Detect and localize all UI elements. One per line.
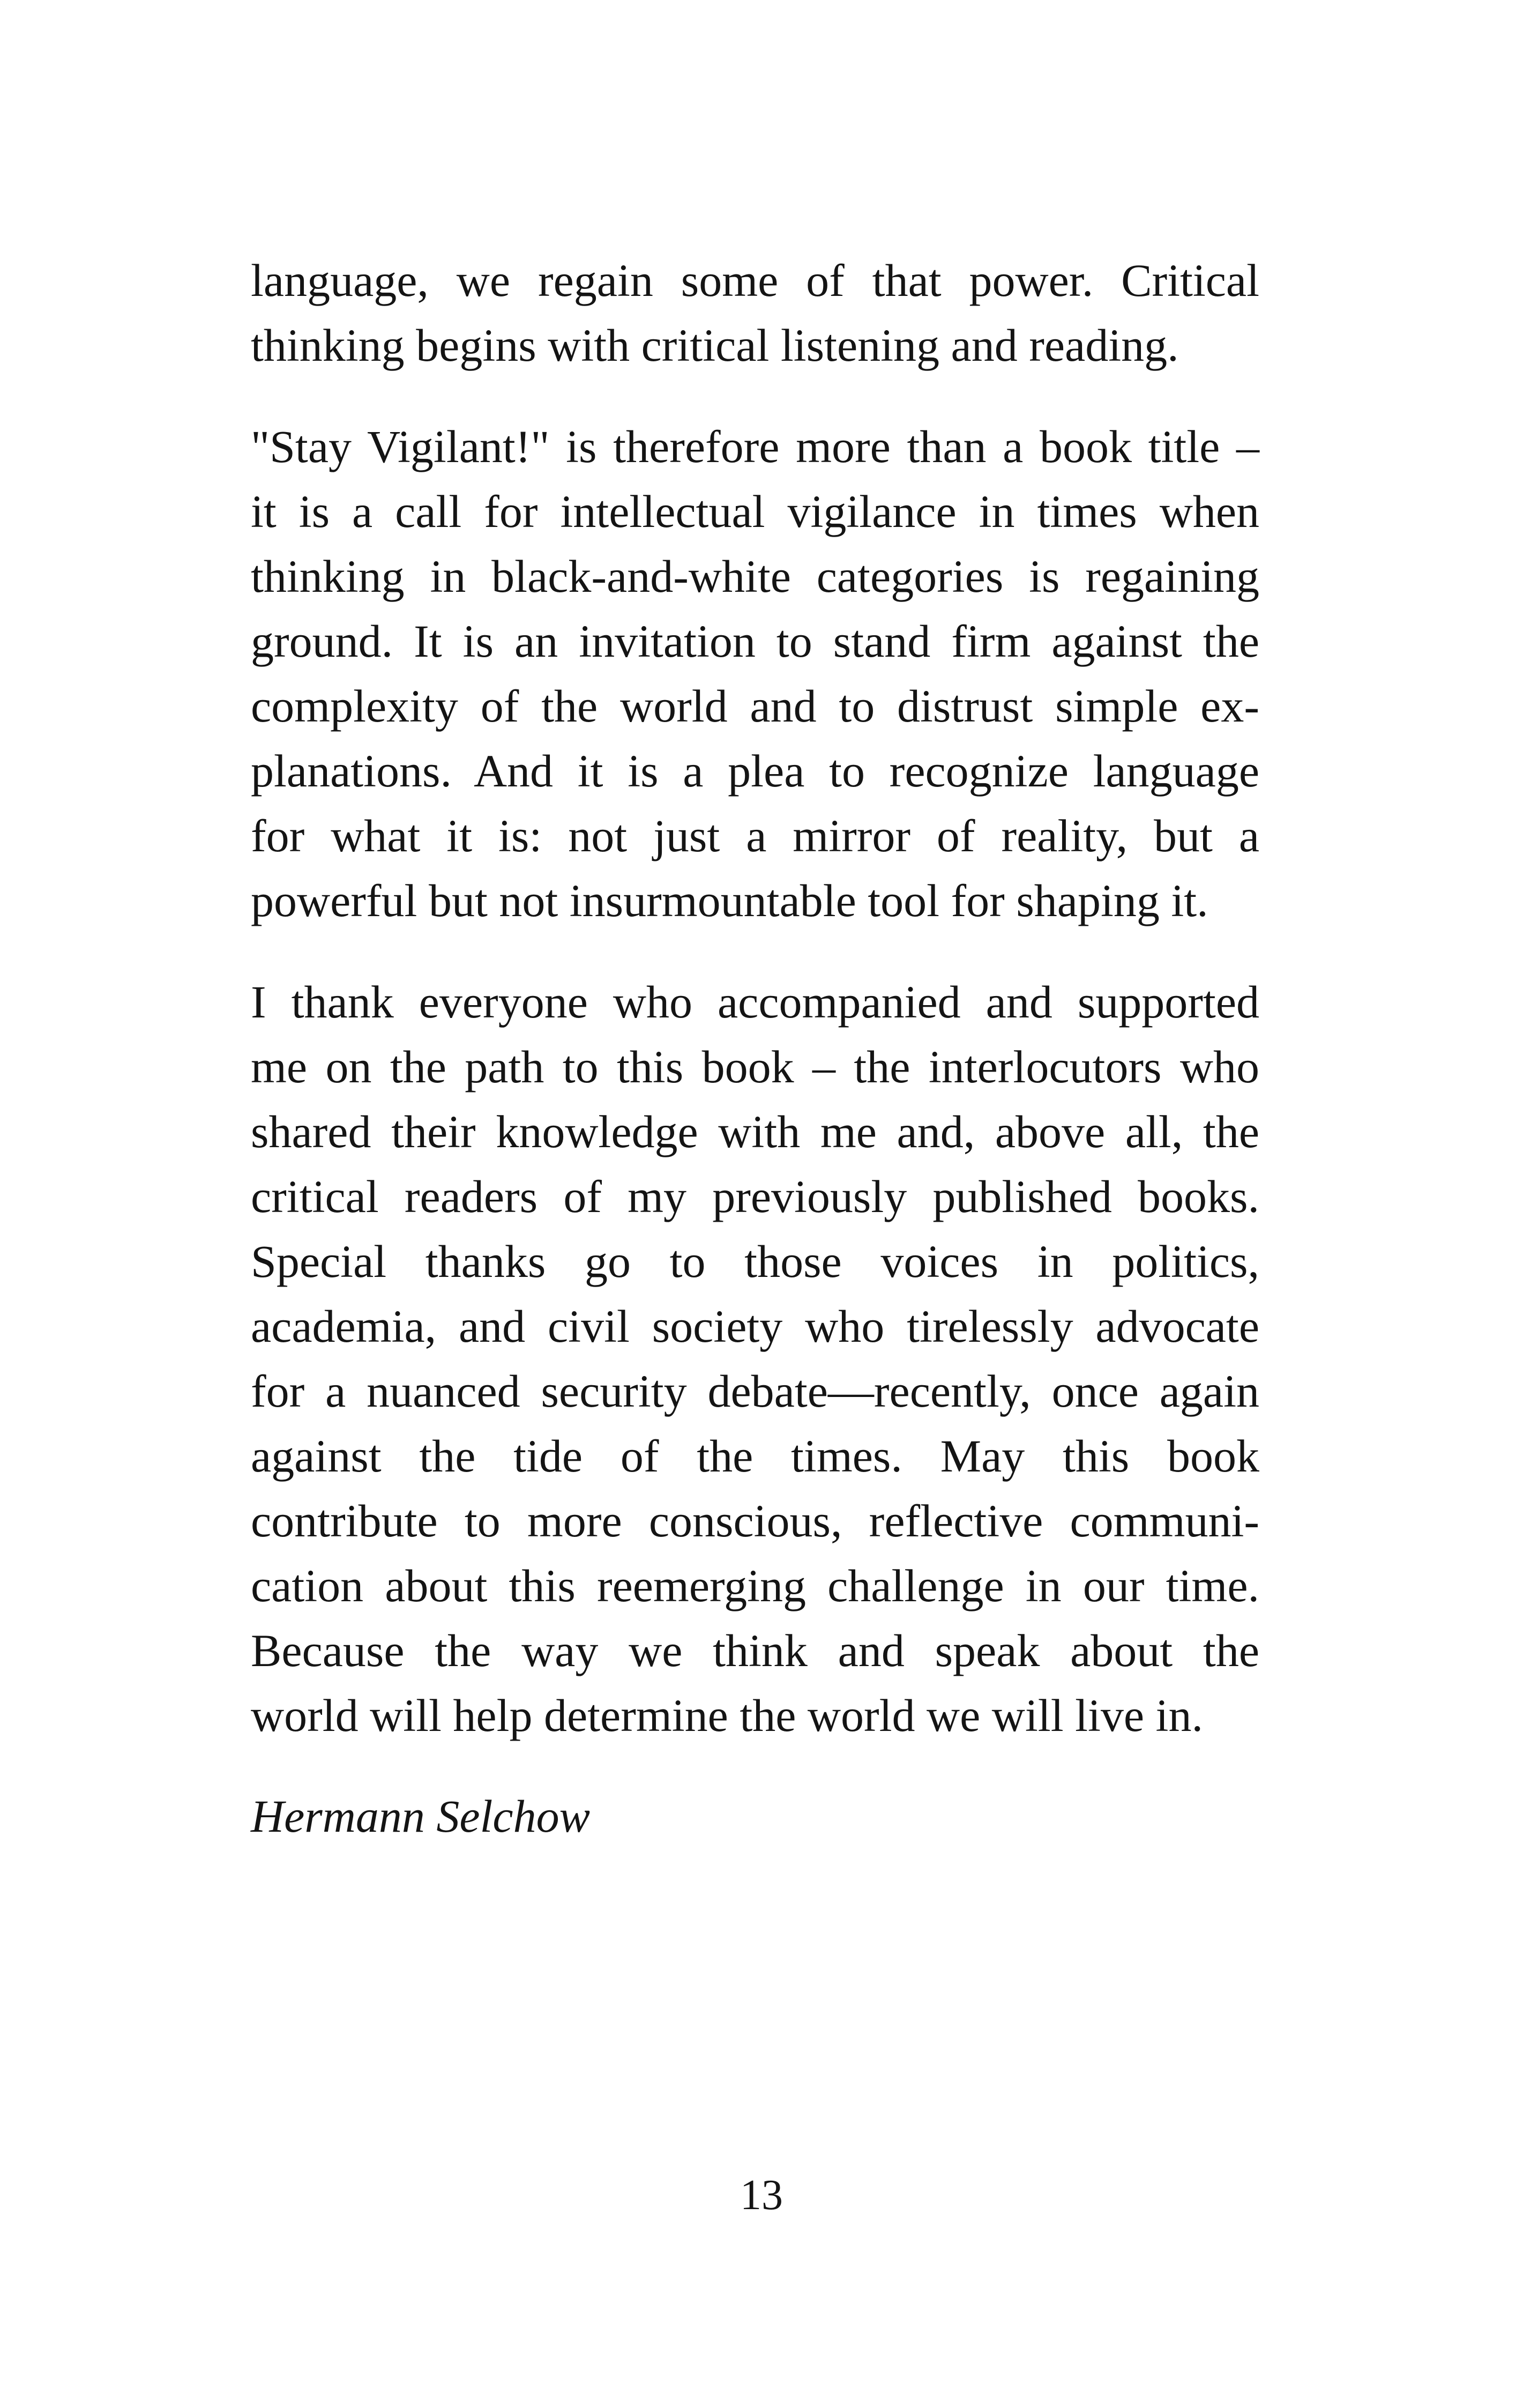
text-line: Special thanks go to those voices in politics, [251,1236,1259,1287]
text-line: "Stay Vigilant!" is therefore more than a book title – [251,421,1259,472]
text-line: for a nuanced security debate—recently, once again [251,1365,1259,1417]
text-line: me on the path to this book – the interlocutors who [251,1041,1259,1092]
text-line: thinking begins with critical listening and reading. [251,319,1179,371]
text-line: against the tide of the times. May this book [251,1430,1259,1482]
text-line: for what it is: not just a mirror of reality, but a [251,810,1259,861]
text-line: language, we regain some of that power. Critical [251,255,1259,306]
paragraph [251,414,1259,933]
text-line: contribute to more conscious, reflective communi- [251,1495,1259,1547]
paragraph-gap [251,933,1259,970]
paragraph [251,970,1259,1748]
author-signature: Hermann Selchow [251,1790,590,1842]
text-line: powerful but not insurmountable tool for shaping it. [251,875,1208,926]
text-line: world will help determine the world we will live in. [251,1690,1203,1741]
text-line: ground. It is an invitation to stand firm against the [251,615,1259,667]
text-line: planations. And it is a plea to recognize language [251,745,1259,797]
text-line: academia, and civil society who tirelessly advocate [251,1300,1259,1352]
text-line: Because the way we think and speak about the [251,1625,1259,1676]
text-line: cation about this reemerging challenge in our time. [251,1560,1259,1611]
page-number: 13 [740,2172,783,2219]
text-line: complexity of the world and to distrust simple ex- [251,680,1259,732]
paragraph [251,248,1259,378]
text-line: shared their knowledge with me and, above all, the [251,1106,1259,1157]
text-line: critical readers of my previously published books. [251,1171,1259,1222]
text-line: it is a call for intellectual vigilance in times when [251,486,1259,537]
text-line: I thank everyone who accompanied and supported [251,976,1259,1028]
text-line: thinking in black-and-white categories is regaining [251,551,1259,602]
paragraph-gap [251,378,1259,414]
body-text [251,248,1259,1748]
